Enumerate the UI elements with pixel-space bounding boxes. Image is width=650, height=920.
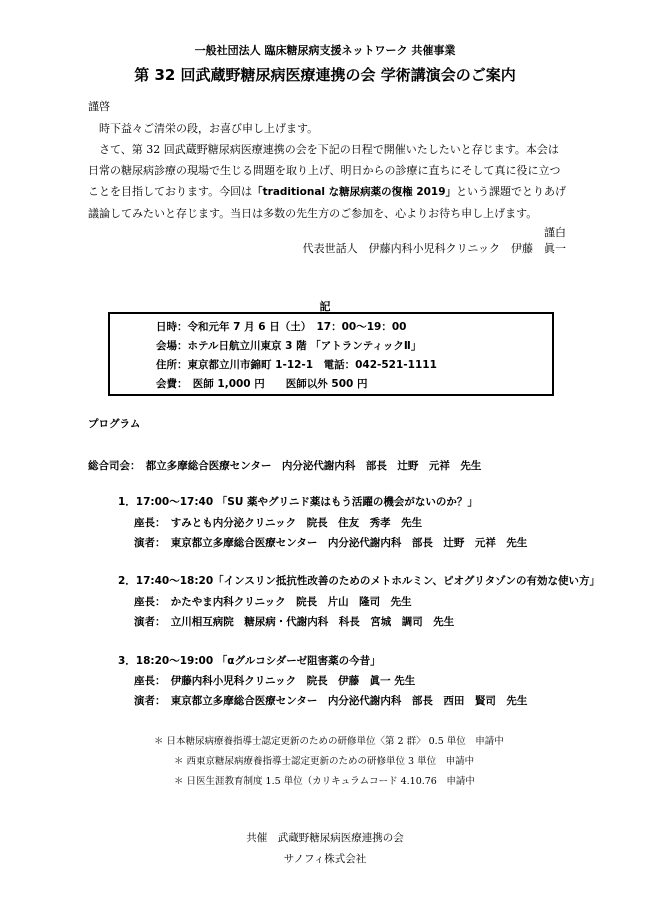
event-address: 住所：東京都立川市錦町 1-12-1 電話：042-521-1111 [156, 359, 437, 371]
event-info-box [108, 312, 554, 396]
session-2-chair: 座長： かたやま内科クリニック 院長 片山 隆司 先生 [134, 596, 412, 608]
session-2-title: 2．17:40～18:20「インスリン抵抗性改善のためのメトホルミン、ピオグリタゾンの有効な使い方」 [118, 575, 600, 587]
session-3-chair: 座長： 伊藤内科小児科クリニック 院長 伊藤 眞一 先生 [134, 675, 416, 687]
moderator-line: 総合司会： 都立多摩総合医療センター 内分泌代謝内科 部長 辻野 元祥 先生 [88, 460, 482, 472]
footnote-1: ＊ 日本糖尿病療養指導士認定更新のための研修単位〈第 2 群〉 0.5 単位 申請中 [154, 736, 504, 747]
program-heading: プログラム [88, 418, 141, 430]
invitation-paragraph [88, 118, 568, 224]
footnote-2: ＊ 西東京糖尿病療養指導士認定更新のための研修単位 3 単位 申請中 [174, 756, 475, 767]
event-fee: 会費： 医師 1,000 円 医師以外 500 円 [156, 378, 368, 390]
event-date: 日時：令和元年 7 月 6 日（土） 17：00～19：00 [156, 321, 407, 333]
session-1-title: 1．17:00～17:40 「SU 薬やグリニド薬はもう活躍の機会がないのか？」 [118, 496, 478, 508]
paragraph-part-2: という課題でとりあげ議論してみたいと存じます。当日は多数の先生方のご参加を、心よりお待ち申し上げます。 [88, 185, 567, 220]
footer-company: サノフィ株式会社 [283, 853, 367, 865]
paragraph-main [88, 139, 568, 224]
session-3-title: 3．18:20～19:00 「αグルコシダーゼ阻害薬の今昔」 [118, 655, 381, 667]
closing-word: 謹白 [544, 226, 566, 239]
ki-heading: 記 [319, 300, 331, 313]
session-3-speaker: 演者： 東京都立多摩総合医療センター 内分泌代謝内科 部長 西田 賢司 先生 [134, 695, 528, 707]
paragraph-line-1: 時下益々ご清栄の段，お喜び申し上げます。 [99, 122, 319, 135]
greeting: 謹啓 [88, 100, 110, 113]
event-venue: 会場：ホテル日航立川東京 3 階 「アトランティックⅡ」 [156, 340, 422, 352]
footnote-3: ＊ 日医生涯教育制度 1.5 単位（カリキュラムコード 4.10.76 申請中 [174, 776, 475, 787]
paragraph-theme: 「traditional な糖尿病薬の復権 2019」 [252, 186, 457, 198]
paragraph-part-1: さて、第 32 回武蔵野糖尿病医療連携の会を下記の日程で開催いたしたいと存じます。本会は日常の糖尿病診療の現場で生じる問題を取り上げ、明日からの診療に直ちにそして真に役に立つことを目指しております。今回は [88, 143, 561, 198]
host-line: 代表世話人 伊藤内科小児科クリニック 伊藤 眞一 [302, 242, 566, 255]
session-1-speaker: 演者： 東京都立多摩総合医療センター 内分泌代謝内科 部長 辻野 元祥 先生 [134, 537, 528, 549]
page-title: 第 32 回武蔵野糖尿病医療連携の会 学術講演会のご案内 [134, 66, 516, 84]
footer-cohost: 共催 武蔵野糖尿病医療連携の会 [246, 832, 404, 844]
organizer-line: 一般社団法人 臨床糖尿病支援ネットワーク 共催事業 [194, 44, 456, 57]
session-2-speaker: 演者： 立川相互病院 糖尿病・代謝内科 科長 宮城 調司 先生 [134, 616, 455, 628]
session-1-chair: 座長： すみとも内分泌クリニック 院長 住友 秀孝 先生 [134, 517, 423, 529]
